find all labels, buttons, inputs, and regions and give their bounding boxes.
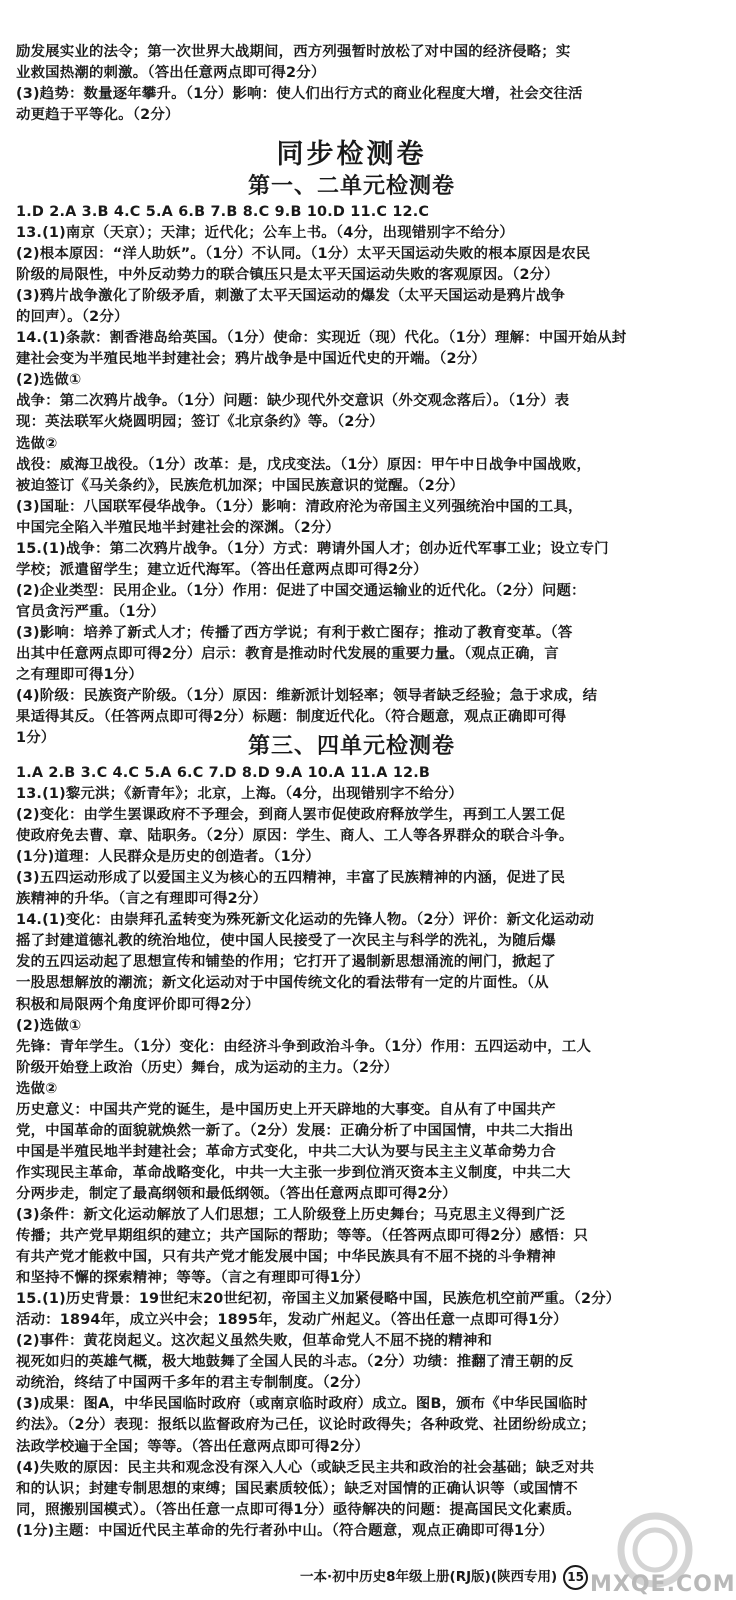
answer-line: (3)鸦片战争激化了阶级矛盾，刺激了太平天国运动的爆发（太平天国运动是鸦片战争 xyxy=(16,288,566,305)
answer-line: 族精神的升华。（言之有理即可得2分） xyxy=(16,891,268,908)
answer-line: 14.(1)变化：由崇拜孔孟转变为殊死新文化运动的先锋人物。（2分）评价：新文化运动动 xyxy=(16,912,595,929)
answer-line: 13.(1)黎元洪；《新青年》；北京，上海。（4分，出现错别字不给分） xyxy=(16,786,464,803)
answer-line: (3)成果：图A，中华民国临时政府（或南京临时政府）成立。图B，颁布《中华民国临时 xyxy=(16,1396,588,1413)
answer-line: (4)失败的原因：民主共和观念没有深入人心（或缺乏民主共和政治的社会基础；缺乏对共 xyxy=(16,1459,595,1476)
answer-line: 选做② xyxy=(16,1080,58,1097)
answer-line: 现：英法联军火烧圆明园；签订《北京条约》等。（2分） xyxy=(16,414,384,431)
answer-line: 一股思想解放的潮流；新文化运动对于中国传统文化的看法带有一定的片面性。（从 xyxy=(16,975,549,992)
answer-line: 被迫签订《马关条约》，民族危机加深；中国民族意识的觉醒。（2分） xyxy=(16,477,465,494)
answer-line: 战争：第二次鸦片战争。（1分）问题：缺少现代外交意识（外交观念落后）。（1分）表 xyxy=(16,393,570,410)
answer-line: (3)影响：培养了新式人才；传播了西方学说；有利于救亡图存；推动了教育变革。（答 xyxy=(16,624,573,641)
answer-line: 学校；派遣留学生；建立近代海军。（答出任意两点即可得2分） xyxy=(16,561,428,578)
answer-line: 中国完全陷入半殖民地半封建社会的深渊。（2分） xyxy=(16,519,341,536)
answer-line: 先锋：青年学生。（1分）变化：由经济斗争到政治斗争。（1分）作用：五四运动中，工人 xyxy=(16,1038,592,1055)
answer-line: 阶级开始登上政治（历史）舞台，成为运动的主力。（2分） xyxy=(16,1059,399,1076)
answer-line: 和坚持不懈的探索精神；等等。（言之有理即可得1分） xyxy=(16,1270,370,1287)
answer-line: (3)国耻：八国联军侵华战争。（1分）影响：清政府沦为帝国主义列强统治中国的工具， xyxy=(16,498,583,515)
text-line: 励发展实业的法令；第一次世界大战期间，西方列强暂时放松了对中国的经济侵略；实 xyxy=(16,44,571,60)
answer-line: 的回声）。（2分） xyxy=(16,309,129,326)
answer-line: 历史意义：中国共产党的诞生，是中国历史上开天辟地的大事变。自从有了中国共产 xyxy=(16,1101,556,1118)
answer-line: (1分)主题：中国近代民主革命的先行者孙中山。（符合题意，观点正确即可得1分） xyxy=(16,1522,554,1539)
answer-line: 约法》。（2分）表现：报纸以监督政府为己任，议论时政得失；各种政党、社团纷纷成立； xyxy=(16,1417,596,1434)
answer-line: 选做② xyxy=(16,435,58,452)
answer-line: 动统治，终结了中国两千多年的君主专制制度。（2分） xyxy=(16,1375,370,1392)
text-line: 动更趋于平等化。（2分） xyxy=(16,107,180,124)
watermark-text: MXQE.COM xyxy=(590,1572,736,1597)
page-footer xyxy=(300,1565,588,1589)
answer-line: 摇了封建道德礼教的统治地位，使中国人民接受了一次民主与科学的洗礼，为随后爆 xyxy=(16,933,556,950)
answer-line: 视死如归的英雄气概，极大地鼓舞了全国人民的斗志。（2分）功绩：推翻了清王朝的反 xyxy=(16,1354,574,1371)
answer-line: 分两步走，制定了最高纲领和最低纲领。（答出任意两点即可得2分） xyxy=(16,1185,457,1202)
answer-line: 法政学校遍于全国；等等。（答出任意两点即可得2分） xyxy=(16,1438,370,1455)
answer-line: (2)选做① xyxy=(16,372,82,389)
answer-line: (1分)道理：人民群众是历史的创造者。（1分） xyxy=(16,849,321,866)
answer-line: 发的五四运动起了思想宣传和铺垫的作用；它打开了遏制新思想涌流的闸门，掀起了 xyxy=(16,954,556,971)
answer-line: 1分） xyxy=(16,730,56,747)
answer-line: 出其中任意两点即可得2分）启示：教育是推动时代发展的重要力量。（观点正确，言 xyxy=(16,645,559,662)
answer-line: 活动：1894年，成立兴中会；1895年，发动广州起义。（答出任意一点即可得1分） xyxy=(16,1312,568,1329)
top-continuation-text xyxy=(16,42,691,126)
answer-line: 积极和局限两个角度评价即可得2分） xyxy=(16,996,260,1013)
answer-line: (3)五四运动形成了以爱国主义为核心的五四精神，丰富了民族精神的内涵，促进了民 xyxy=(16,870,566,887)
answer-line: 1.D 2.A 3.B 4.C 5.A 6.B 7.B 8.C 9.B 10.D 11.C 12.C xyxy=(16,204,430,220)
answer-line: (2)根本原因：“洋人助妖”。（1分）不认同。（1分）太平天国运动失败的根本原因是农民 xyxy=(16,246,591,263)
answer-line: (2)选做① xyxy=(16,1017,82,1034)
section1-answers xyxy=(16,202,691,749)
answer-line: (2)企业类型：民用企业。（1分）作用：促进了中国交通运输业的近代化。（2分）问题： xyxy=(16,582,586,599)
section1-title: 第一、二单元检测卷 xyxy=(247,174,455,199)
answer-line: 建社会变为半殖民地半封建社会；鸦片战争是中国近代史的开端。（2分） xyxy=(16,351,486,368)
answer-line: 同，照搬别国模式）。（答出任意一点即可得1分）亟待解决的问题：提高国民文化素质。 xyxy=(16,1501,581,1518)
answer-line: (2)事件：黄花岗起义。这次起义虽然失败，但革命党人不屈不挠的精神和 xyxy=(16,1333,493,1350)
answer-line: 战役：威海卫战役。（1分）改革：是，戊戌变法。（1分）原因：甲午中日战争中国战败， xyxy=(16,456,592,473)
answer-line: 作实现民主革命，革命战略变化，中共一大主张一步到位消灭资本主义制度，中共二大 xyxy=(16,1164,571,1181)
answer-line: 15.(1)历史背景：19世纪末20世纪初，帝国主义加紧侵略中国，民族危机空前严重。（2分） xyxy=(16,1291,621,1308)
answer-line: 和的认识；封建专制思想的束缚；国民素质较低）；缺乏对国情的正确认识等（或国情不 xyxy=(16,1480,578,1497)
answer-line: 果适得其反。（任答两点即可得2分）标题：制度近代化。（符合题意，观点正确即可得 xyxy=(16,709,567,726)
main-title: 同步检测卷 xyxy=(276,139,427,170)
answer-line: 有共产党才能救中国，只有共产党才能发展中国；中华民族具有不屈不挠的斗争精神 xyxy=(16,1249,556,1266)
section2-answers xyxy=(16,763,691,1542)
answer-line: 使政府免去曹、章、陆职务。（2分）原因：学生、商人、工人等各界群众的联合斗争。 xyxy=(16,828,574,845)
answer-line: (4)阶级：民族资产阶级。（1分）原因：维新派计划轻率；领导者缺乏经验；急于求成，结 xyxy=(16,688,598,705)
answer-line: (3)条件：新文化运动解放了人们思想；工人阶级登上历史舞台；马克思主义得到广泛 xyxy=(16,1206,566,1223)
footer-text: 一本·初中历史8年级上册(RJ版)(陕西专用) xyxy=(300,1569,558,1585)
answer-line: 14.(1)条款：割香港岛给英国。（1分）使命：实现近（现）代化。（1分）理解：中国开始从封 xyxy=(16,330,627,347)
answer-line: 之有理即可得1分） xyxy=(16,667,143,684)
text-line: (3)趋势：数量逐年攀升。（1分）影响：使人们出行方式的商业化程度大增，社会交往活 xyxy=(16,86,583,103)
section2-title: 第三、四单元检测卷 xyxy=(247,734,455,759)
page-number: 15 xyxy=(563,1565,588,1590)
answer-line: (2)变化：由学生罢课政府不予理会，到商人罢市促使政府释放学生，再到工人罢工促 xyxy=(16,807,566,824)
answer-line: 官员贪污严重。（1分） xyxy=(16,603,165,620)
text-line: 业救国热潮的刺激。（答出任意两点即可得2分） xyxy=(16,65,326,82)
answer-line: 传播；共产党早期组织的建立；共产国际的帮助；等等。（任答两点即可得2分）感悟：只 xyxy=(16,1228,589,1245)
answer-line: 1.A 2.B 3.C 4.C 5.A 6.C 7.D 8.D 9.A 10.A 11.A 12.B xyxy=(16,765,431,781)
answer-line: 阶级的局限性，中外反动势力的联合镇压只是太平天国运动失败的客观原因。（2分） xyxy=(16,267,559,284)
answer-line: 中国是半殖民地半封建社会；革命方式变化，中共二大认为要与民主主义革命势力合 xyxy=(16,1143,556,1160)
answer-line: 13.(1)南京（天京）；天津；近代化；公车上书。（4分，出现错别字不给分） xyxy=(16,225,514,242)
answer-line: 党，中国革命的面貌就焕然一新了。（2分）发展：正确分析了中国国情，中共二大指出 xyxy=(16,1122,574,1139)
answer-line: 15.(1)战争：第二次鸦片战争。（1分）方式：聘请外国人才；创办近代军事工业；设立专门 xyxy=(16,540,609,557)
